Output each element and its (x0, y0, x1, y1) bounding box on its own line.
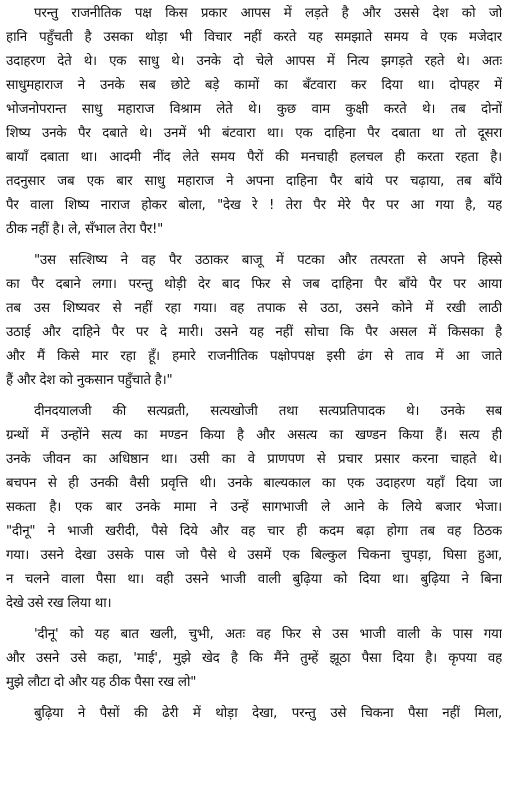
paragraph-old-woman (6, 702, 502, 722)
text-line: उदाहरण देते थे। एक साधु थे। उनके दो चेले आपस में नित्य झगड़ते रहते थे। अतः (6, 54, 502, 69)
text-line: गया। उसने देखा उसके पास जो पैसे थे उसमें एक बिल्कुल चिकना चुपड़ा, घिसा हुआ, (6, 548, 502, 563)
text-line: 'दीनू' को यह बात खली, चुभी, अतः वह फिर से उस भाजी वाली के पास गया (34, 627, 502, 642)
text-line: तदनुसार जब एक बार साधु महाराज ने अपना दाहिना पैर बांये पर चढ़ाया, तब बाँये (6, 174, 502, 189)
text-line: परन्तु राजनीतिक पक्ष किस प्रकार आपस में लड़ते है और उससे देश को जो (34, 6, 502, 21)
text-line: बचपन से ही उनकी वैसी प्रवृत्ति थी। उनके बाल्यकाल का एक उदाहरण यहाँ दिया जा (6, 476, 502, 491)
text-line: "दीनू" ने भाजी खरीदी, पैसे दिये और वह चार ही कदम बढ़ा होगा तब वह ठिठक (6, 524, 502, 539)
text-line: "उस सत्शिष्य ने वह पैर उठाकर बाजू में पटका और तत्परता से अपने हिस्से (34, 253, 502, 268)
paragraph-deendayal-truth (6, 400, 502, 616)
text-line: भोजनोपरान्त साधु महाराज विश्राम लेते थे। कुछ वाम कुक्षी करते थे। तब दोनों (6, 102, 502, 117)
text-line: और उसने उसे कहा, 'माई', मुझे खेद है कि मैंने तुम्हें झूठा पैसा दिया है। कृपया वह (6, 651, 502, 666)
text-line: हानि पहुँचती है उसका थोड़ा भी विचार नहीं करते यह समझाते समय वे एक मजेदार (6, 30, 502, 45)
paragraph-disciple-story (6, 249, 502, 393)
text-line: और मैं किसे मार रहा हूँ। हमारे राजनीतिक पक्षोपपक्ष इसी ढंग से ताव में आ जाते (6, 349, 502, 364)
text-line: न चलने वाला पैसा था। वही उसने भाजी वाली बुढ़िया को दिया था। बुढ़िया ने बिना (6, 572, 502, 587)
text-line: तब उस शिष्यवर से नहीं रहा गया। वह तपाक से उठा, उसने कोने में रखी लाठी (6, 301, 502, 316)
text-line: ठीक नहीं है। ले, सँभाल तेरा पैर!" (6, 222, 164, 237)
paragraph-deenu-returns (6, 623, 502, 695)
text-line: का पैर दबाने लगा। परन्तु थोड़ी देर बाद फिर से जब दाहिना पैर बाँये पैर पर आया (6, 277, 502, 292)
text-line: देखे उसे रख लिया था। (6, 596, 112, 611)
text-line: शिष्य उनके पैर दबाते थे। उनमें भी बंटवारा था। एक दाहिना पैर दबाता था तो दूसरा (6, 126, 502, 141)
text-line: बायाँ दबाता था। आदमी नींद लेते समय पैरों की मनचाही हलचल ही करता रहता है। (6, 150, 502, 165)
paragraph-quarreling-parties (6, 2, 502, 242)
text-line: मुझे लौटा दो और यह ठीक पैसा रख लो" (6, 675, 197, 690)
text-line: हैं और देश को नुकसान पहुँचाते है।" (6, 373, 173, 388)
text-line: ग्रन्थों में उन्होंने सत्य का मण्डन किया है और असत्य का खण्डन किया हैं। सत्य ही (6, 428, 502, 443)
text-line: बुढ़िया ने पैसों की ढेरी में थोड़ा देखा, परन्तु उसे चिकना पैसा नहीं मिला, (34, 706, 502, 721)
text-line: उनके जीवन का अधिष्ठान था। उसी का वे प्राणपण से प्रचार प्रसार करना चाहते थे। (6, 452, 502, 467)
text-line: दीनदयालजी की सत्यव्रती, सत्यखोजी तथा सत्यप्रतिपादक थे। उनके सब (34, 404, 502, 419)
text-line: पैर वाला शिष्य नाराज होकर बोला, "देख रे ! तेरा पैर मेरे पैर पर आ गया है, यह (6, 198, 502, 213)
text-line: साधुमहाराज ने उनके सब छोटे बड़े कामों का बँटवारा कर दिया था। दोपहर में (6, 78, 502, 93)
text-line: सकता है। एक बार उनके मामा ने उन्हें सागभाजी ले आने के लिये बजार भेजा। (6, 500, 502, 515)
text-line: उठाई और दाहिने पैर पर दे मारी। उसने यह नहीं सोचा कि पैर असल में किसका है (6, 325, 502, 340)
